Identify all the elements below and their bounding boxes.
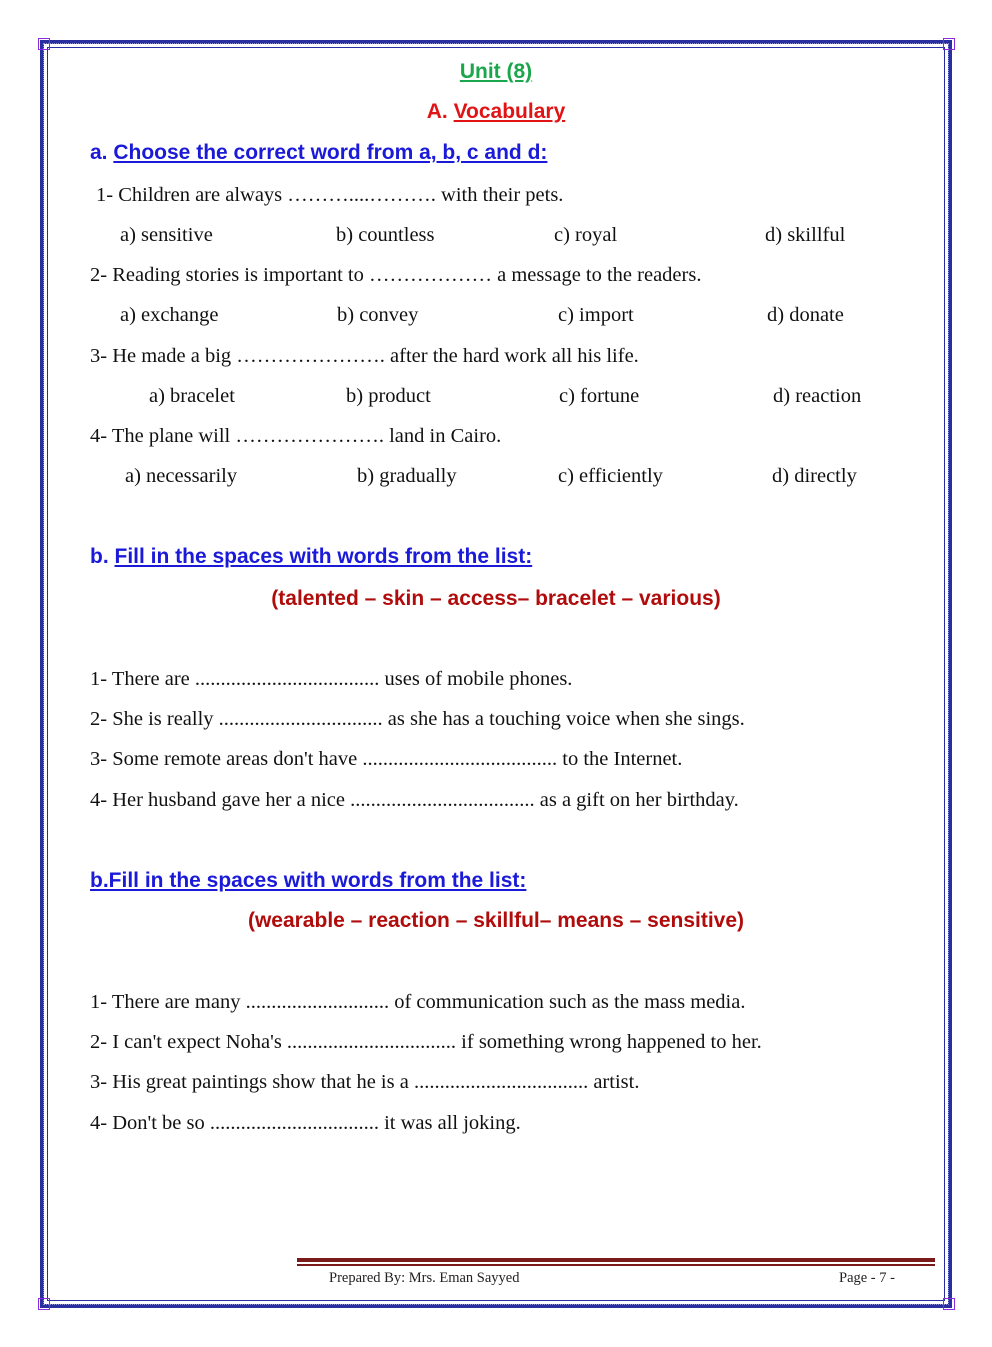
option-2a: a) exchange xyxy=(120,304,219,326)
option-3b: b) product xyxy=(346,385,431,407)
corner-ornament xyxy=(943,1298,955,1310)
option-4b: b) gradually xyxy=(357,465,457,487)
corner-ornament xyxy=(943,38,955,50)
word-list-1: (talented – skin – access– bracelet – various) xyxy=(271,587,721,610)
part-b1-prefix: b. xyxy=(90,545,115,568)
b2-sentence-1: 1- There are many ............................ of communication such as the mass media. xyxy=(90,991,746,1013)
b1-sentence-3: 3- Some remote areas don't have ...................................... to the Internet. xyxy=(90,748,683,770)
option-3a: a) bracelet xyxy=(149,385,235,407)
b1-sentence-4: 4- Her husband gave her a nice .................................... as a gift on her birthday. xyxy=(90,789,739,811)
b1-sentence-2: 2- She is really ................................ as she has a touching voice when she sings. xyxy=(90,708,745,730)
footer-rule-thin xyxy=(297,1264,935,1266)
part-b1-heading xyxy=(90,545,532,569)
section-title xyxy=(0,100,992,124)
part-b2-heading-text: b.Fill in the spaces with words from the list: xyxy=(90,869,527,892)
corner-ornament xyxy=(38,38,50,50)
b2-sentence-3: 3- His great paintings show that he is a .................................. artist. xyxy=(90,1071,640,1093)
option-3c: c) fortune xyxy=(559,385,640,407)
b2-sentence-2: 2- I can't expect Noha's ................................. if something wrong happened to her. xyxy=(90,1031,762,1053)
footer-page-number: Page - 7 - xyxy=(839,1270,895,1286)
b2-sentence-4: 4- Don't be so ................................. it was all joking. xyxy=(90,1112,521,1134)
question-4: 4- The plane will …………………. land in Cairo. xyxy=(90,425,502,447)
option-2d: d) donate xyxy=(767,304,844,326)
option-3d: d) reaction xyxy=(773,385,862,407)
corner-ornament xyxy=(38,1298,50,1310)
question-2: 2- Reading stories is important to ……………… a message to the readers. xyxy=(90,264,702,286)
part-a-prefix: a. xyxy=(90,141,114,164)
option-4d: d) directly xyxy=(772,465,857,487)
part-b2-heading xyxy=(90,869,526,893)
option-1a: a) sensitive xyxy=(120,224,213,246)
option-1b: b) countless xyxy=(336,224,435,246)
part-a-heading-text: Choose the correct word from a, b, c and d: xyxy=(113,141,548,164)
part-b1-heading-text: Fill in the spaces with words from the list: xyxy=(114,545,533,568)
option-2c: c) import xyxy=(558,304,634,326)
section-title-text: Vocabulary xyxy=(453,100,566,123)
unit-title: Unit (8) xyxy=(459,60,533,83)
option-1d: d) skillful xyxy=(765,224,846,246)
question-3: 3- He made a big …………………. after the hard work all his life. xyxy=(90,345,639,367)
option-4c: c) efficiently xyxy=(558,465,663,487)
option-4a: a) necessarily xyxy=(125,465,238,487)
section-prefix: A. xyxy=(426,100,454,123)
option-2b: b) convey xyxy=(337,304,419,326)
question-1: 1- Children are always ………....………. with their pets. xyxy=(96,184,564,206)
footer-prepared-by: Prepared By: Mrs. Eman Sayyed xyxy=(329,1270,520,1286)
footer-rule xyxy=(297,1258,935,1262)
b1-sentence-1: 1- There are .................................... uses of mobile phones. xyxy=(90,668,573,690)
option-1c: c) royal xyxy=(554,224,618,246)
part-a-heading xyxy=(90,141,547,165)
word-list-2: (wearable – reaction – skillful– means – sensitive) xyxy=(247,909,745,932)
